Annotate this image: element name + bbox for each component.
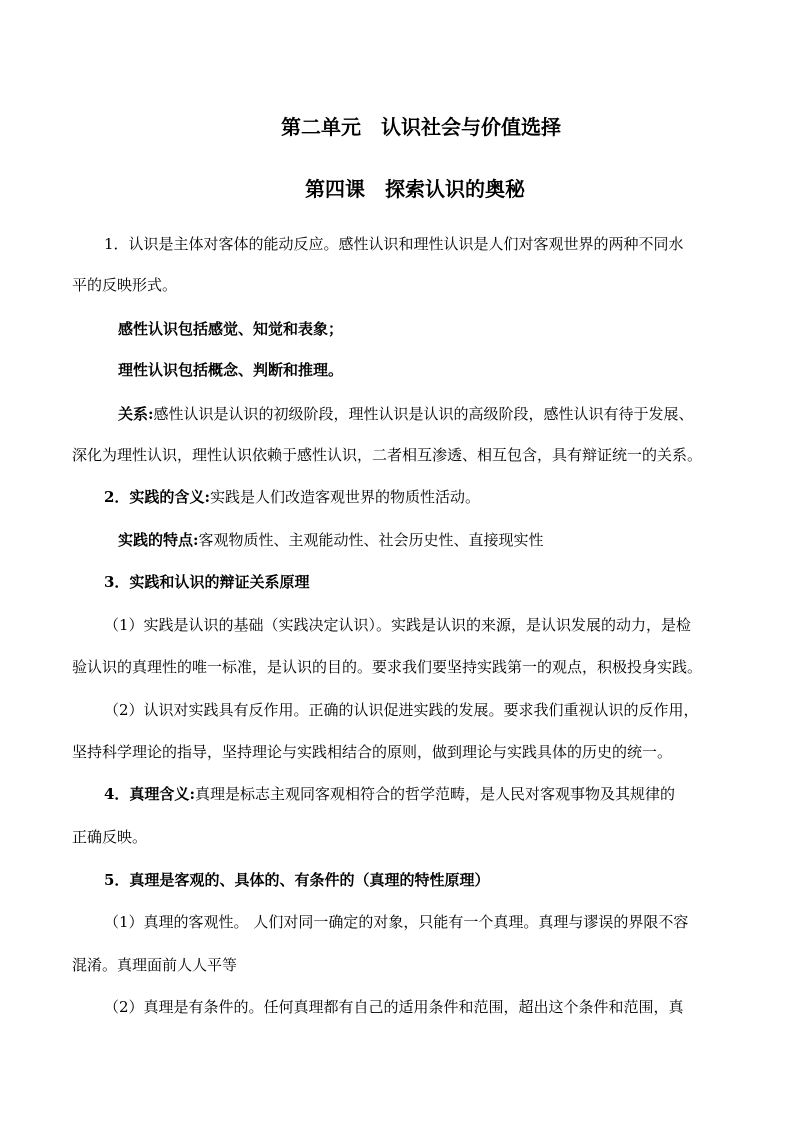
unit-title: 第二单元 认识社会与价值选择	[281, 115, 561, 139]
practice-features-line	[118, 529, 778, 551]
point-3-heading: 3．实践和认识的辩证关系原理	[104, 573, 310, 591]
practice-features-label: 实践的特点:	[118, 531, 199, 549]
point-3-item-2-line-2: 坚持科学理论的指导，坚持理论与实践相结合的原则，做到理论与实践具体的历史的统一。	[72, 743, 673, 761]
point-1-line-1: 1．认识是主体对客体的能动反应。感性认识和理性认识是人们对客观世界的两种不同水	[104, 235, 684, 253]
point-5-item-2-line-1: （2）真理是有条件的。任何真理都有自己的适用条件和范围，超出这个条件和范围，真	[104, 998, 684, 1016]
point-3-item-1-line-2: 验认识的真理性的唯一标准，是认识的目的。要求我们要坚持实践第一的观点，积极投身实践。	[72, 658, 703, 676]
perceptual-cognition-line: 感性认识包括感觉、知觉和表象；	[118, 320, 344, 338]
relation-line-2: 深化为理性认识，理性认识依赖于感性认识，二者相互渗透、相互包含，具有辩证统一的关系。	[72, 446, 703, 464]
point-1-line-2: 平的反映形式。	[72, 276, 178, 294]
point-3-item-1-line-1: （1）实践是认识的基础（实践决定认识）。实践是认识的来源，是认识发展的动力，是检	[104, 616, 692, 634]
point-4-line-2: 正确反映。	[72, 828, 148, 846]
point-5-item-1-line-1: （1）真理的客观性。 人们对同一确定的对象，只能有一个真理。真理与谬误的界限不容	[104, 913, 689, 931]
relation-line-1	[118, 403, 738, 425]
point-5-item-1-line-2: 混淆。真理面前人人平等	[72, 956, 238, 974]
relation-label: 关系:	[118, 405, 154, 423]
truth-meaning-label: 4．真理含义:	[104, 785, 195, 803]
point-2-line	[104, 486, 764, 508]
lesson-title: 第四课 探索认识的奥秘	[305, 177, 525, 201]
practice-features-text: 客观物质性、主观能动性、社会历史性、直接现实性	[198, 531, 544, 549]
practice-meaning-label: 2．实践的含义:	[104, 488, 210, 506]
point-3-item-2-line-1: （2）认识对实践具有反作用。正确的认识促进实践的发展。要求我们重视认识的反作用，	[104, 701, 699, 719]
truth-meaning-text: 真理是标志主观同客观相符合的哲学范畴，是人民对客观事物及其规律的	[194, 785, 675, 803]
practice-meaning-text: 实践是人们改造客观世界的物质性活动。	[209, 488, 480, 506]
point-5-heading: 5．真理是客观的、具体的、有条件的（真理的特性原理）	[104, 871, 490, 889]
rational-cognition-line: 理性认识包括概念、判断和推理。	[118, 361, 344, 379]
relation-text: 感性认识是认识的初级阶段，理性认识是认识的高级阶段，感性认识有待于发展、	[153, 405, 694, 423]
point-4-line-1	[104, 783, 764, 805]
